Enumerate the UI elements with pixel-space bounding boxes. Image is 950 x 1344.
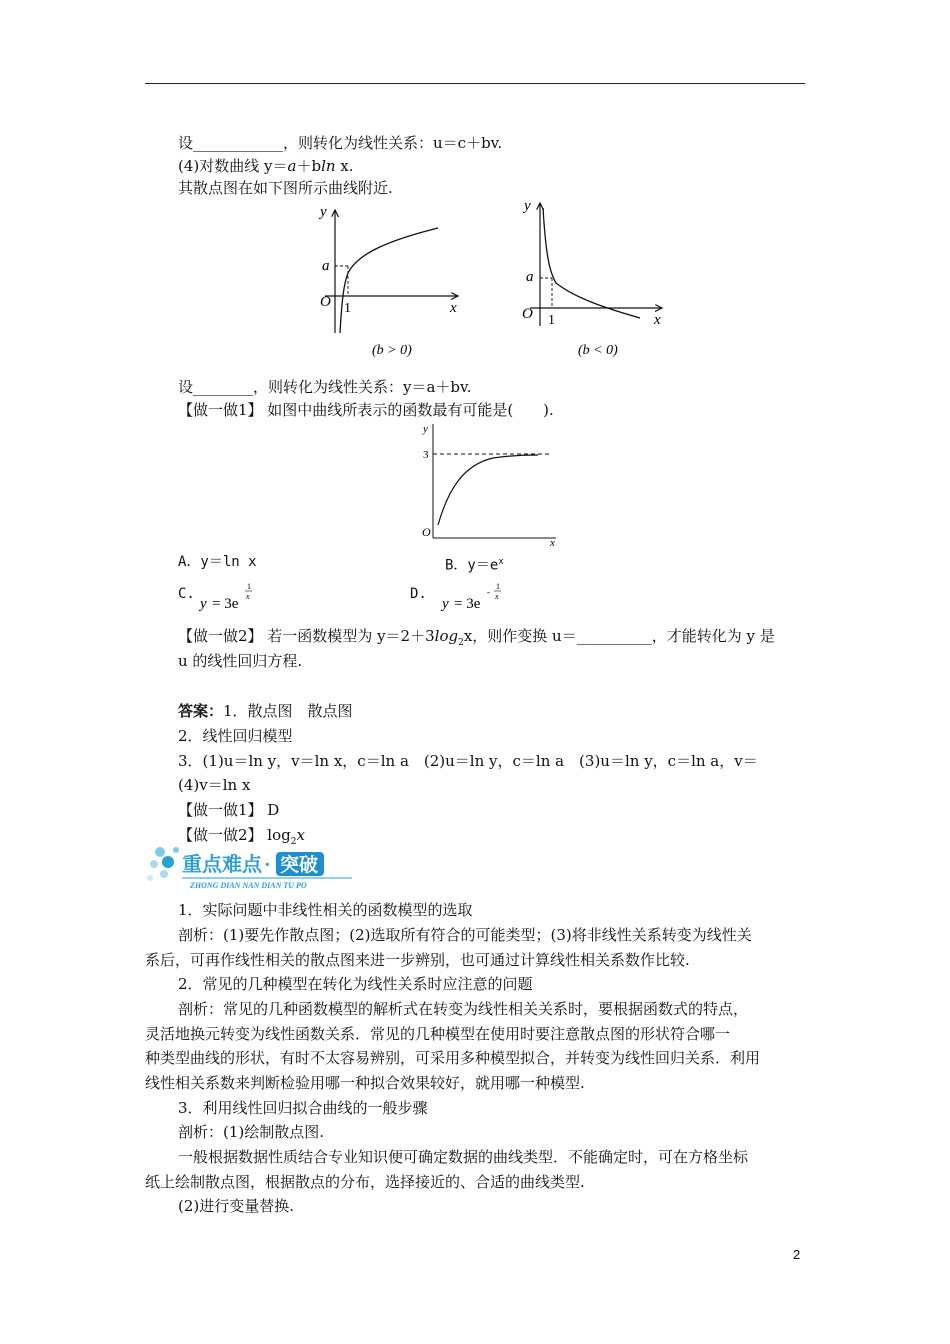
section-p2-line2: 灵活地换元转变为线性函数关系．常见的几种模型在使用时要注意散点图的形状符合哪一 (145, 1025, 731, 1043)
exercise-graph (418, 420, 568, 550)
section-p2-line1: 剖析：常见的几种函数模型的解析式在转变为线性相关关系时，要根据函数式的特点， (178, 1000, 749, 1018)
option-b (445, 552, 504, 576)
section-banner (142, 840, 367, 892)
text-exercise-2 (178, 626, 775, 653)
graph-b-negative (522, 198, 662, 358)
banner-title: 重点难点 (182, 854, 262, 876)
graph-left-a-label: a (322, 258, 330, 274)
banner-decoration-icon (147, 847, 179, 881)
section-p2-line3: 种类型曲线的形状，有时不太容易辨别，可采用多种模型拟合，并转变为线性回归关系．利用 (145, 1049, 761, 1067)
option-d-y: y (442, 596, 449, 612)
graph-left-origin: O (320, 294, 331, 310)
option-c: C. (178, 586, 195, 602)
section-p3-line1: 剖析：(1)绘制散点图. (178, 1123, 325, 1141)
log-mid: ＋b (296, 157, 322, 175)
exercise-y-label: y (423, 423, 428, 435)
option-d: D. (410, 586, 427, 602)
ex2-sub: 2 (458, 638, 464, 648)
graph-right-one: 1 (548, 313, 555, 328)
text-set-4: 设________，则转化为线性关系：y＝a＋bv. (178, 378, 472, 396)
section-heading-2: 2．常见的几种模型在转化为线性关系时应注意的问题 (178, 975, 533, 993)
answer-3: 3．(1)u＝ln y，v＝ln x，c＝ln a (2)u＝ln y，c＝ln a (3)u＝ln y，c＝ln a，v＝ (178, 752, 758, 770)
text-scatter-near: 其散点图在如下图所示曲线附近. (178, 179, 393, 197)
page-number: 2 (793, 1247, 801, 1262)
answer-ex1: 【做一做1】 D (178, 801, 280, 819)
option-a: A．y＝ln x (178, 554, 257, 570)
option-b-exp: x (498, 557, 504, 567)
graph-right-y-label: y (524, 198, 531, 214)
answer-ex2-x: x (296, 826, 305, 844)
option-d-neg: - (487, 587, 490, 597)
text-exercise-2-cont: u 的线性回归方程. (178, 652, 303, 670)
graph-right-a-label: a (526, 269, 534, 285)
ex2-pre: 【做一做2】 若一函数模型为 y＝2＋3 (178, 627, 435, 645)
exercise-origin: O (422, 525, 431, 539)
log-ln: ln (321, 157, 336, 175)
option-d-formula (440, 578, 520, 614)
graph-right-origin: O (522, 306, 533, 322)
section-heading-3: 3．利用线性回归拟合曲线的一般步骤 (178, 1099, 428, 1117)
option-c-frac-num: 1 (247, 582, 251, 591)
option-d-frac-num: 1 (496, 582, 500, 591)
section-p2-line4: 线性相关系数来判断检验用哪一种拟合效果较好，就用哪一种模型. (145, 1074, 585, 1092)
option-c-eq: = 3e (212, 596, 239, 612)
banner-badge: 突破 (280, 855, 319, 876)
text-set-3: 设____________，则转化为线性关系：u＝c＋bv. (178, 134, 503, 152)
exercise-three-label: 3 (423, 449, 429, 461)
answer-1: 1．散点图 散点图 (223, 702, 353, 720)
graph-left-y-label: y (320, 204, 327, 220)
option-b-text: B．y＝e (445, 557, 499, 574)
ex2-log: log (434, 627, 459, 645)
text-exercise-1: 【做一做1】 如图中曲线所表示的函数最有可能是( ). (178, 401, 554, 419)
graph-left-caption: (b > 0) (372, 343, 412, 358)
option-c-y: y (200, 596, 207, 612)
graph-right-x-label: x (654, 312, 661, 328)
answer-ex2-sub: 2 (290, 837, 297, 847)
option-c-frac-den: x (246, 592, 250, 601)
graph-b-positive (318, 204, 458, 358)
log-end: x. (335, 157, 354, 175)
graph-left-one: 1 (344, 301, 351, 316)
banner-pinyin: ZHONG DIAN NAN DIAN TU PO (190, 881, 307, 890)
answer-line-1 (178, 701, 353, 721)
answer-4: (4)v＝ln x (178, 776, 251, 794)
graph-right-caption: (b < 0) (578, 343, 618, 358)
option-c-formula (198, 578, 268, 614)
answer-label: 答案： (178, 702, 224, 720)
option-d-eq: = 3e (454, 596, 481, 612)
section-p1-line1: 剖析：(1)要先作散点图；(2)选取所有符合的可能类型；(3)将非线性关系转变为线性关 (178, 926, 752, 944)
header-rule (145, 83, 805, 84)
log-graph-pair (300, 198, 680, 363)
log-prefix: (4)对数曲线 y＝ (178, 157, 288, 175)
answer-2: 2．线性回归模型 (178, 727, 293, 745)
option-d-frac-den: x (495, 592, 499, 601)
section-heading-1: 1．实际问题中非线性相关的函数模型的选取 (178, 901, 473, 919)
banner-dot: · (264, 854, 271, 876)
section-p1-line2: 系后，可再作线性相关的散点图来进一步辨别，也可通过计算线性相关系数作比较. (145, 951, 690, 969)
section-p3-line2: 一般根据数据性质结合专业知识便可确定数据的曲线类型．不能确定时，可在方格坐标 (178, 1148, 749, 1166)
graph-left-x-label: x (450, 300, 457, 316)
answer-ex2-pre: 【做一做2】 log (178, 826, 291, 844)
ex2-post: x，则作变换 u＝__________，才能转化为 y 是 (463, 627, 775, 645)
section-p3-line3: 纸上绘制散点图，根据散点的分布，选择接近的、合适的曲线类型. (145, 1173, 585, 1191)
log-a: a (287, 157, 297, 175)
exercise-x-label: x (550, 537, 555, 549)
text-log-curve (178, 156, 354, 176)
section-p3-line4: (2)进行变量替换. (178, 1197, 295, 1215)
